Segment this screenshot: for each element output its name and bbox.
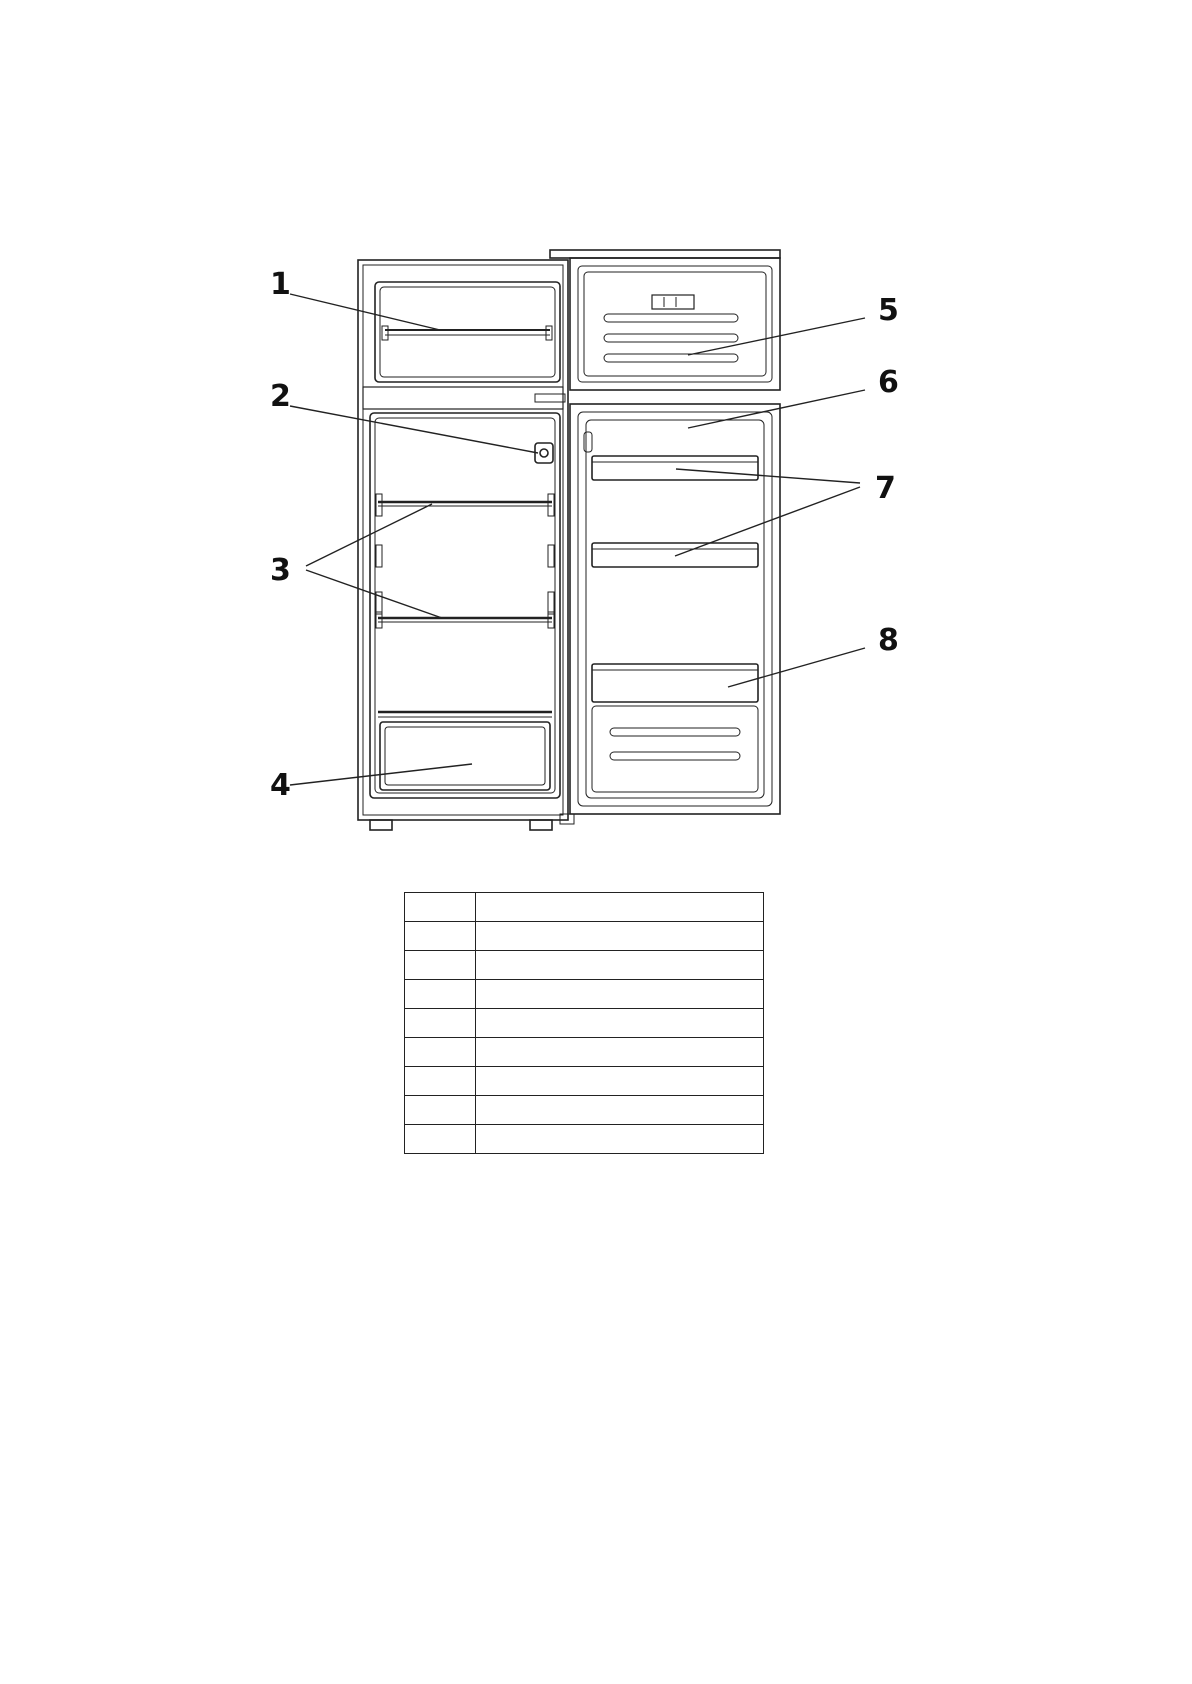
freezer-door — [535, 250, 780, 402]
callout-5: 5 — [878, 293, 899, 328]
part-name — [476, 951, 764, 980]
part-name — [476, 1125, 764, 1154]
part-name — [476, 1038, 764, 1067]
part-name — [476, 893, 764, 922]
table-row — [405, 1067, 764, 1096]
part-name — [476, 1009, 764, 1038]
table-row — [405, 922, 764, 951]
table-row — [405, 1038, 764, 1067]
part-number — [405, 1096, 476, 1125]
part-name — [476, 922, 764, 951]
freezer-compartment — [375, 282, 560, 382]
part-number — [405, 980, 476, 1009]
part-number — [405, 1009, 476, 1038]
table-row — [405, 1009, 764, 1038]
part-number — [405, 893, 476, 922]
callout-2: 2 — [270, 379, 291, 414]
table-row — [405, 980, 764, 1009]
callout-6: 6 — [878, 365, 899, 400]
part-name — [476, 980, 764, 1009]
cabinet-body — [358, 260, 568, 830]
callout-1: 1 — [270, 267, 291, 302]
part-number — [405, 1038, 476, 1067]
table-row — [405, 1096, 764, 1125]
callout-8: 8 — [878, 623, 899, 658]
part-number — [405, 922, 476, 951]
callout-3: 3 — [270, 553, 291, 588]
parts-table — [404, 892, 764, 1154]
fridge-door — [560, 404, 780, 824]
table-row — [405, 951, 764, 980]
part-number — [405, 1067, 476, 1096]
callout-7: 7 — [875, 471, 896, 506]
table-row — [405, 893, 764, 922]
part-number — [405, 951, 476, 980]
part-name — [476, 1067, 764, 1096]
part-name — [476, 1096, 764, 1125]
callout-4: 4 — [270, 768, 291, 803]
fridge-compartment — [370, 413, 560, 798]
table-row — [405, 1125, 764, 1154]
part-number — [405, 1125, 476, 1154]
